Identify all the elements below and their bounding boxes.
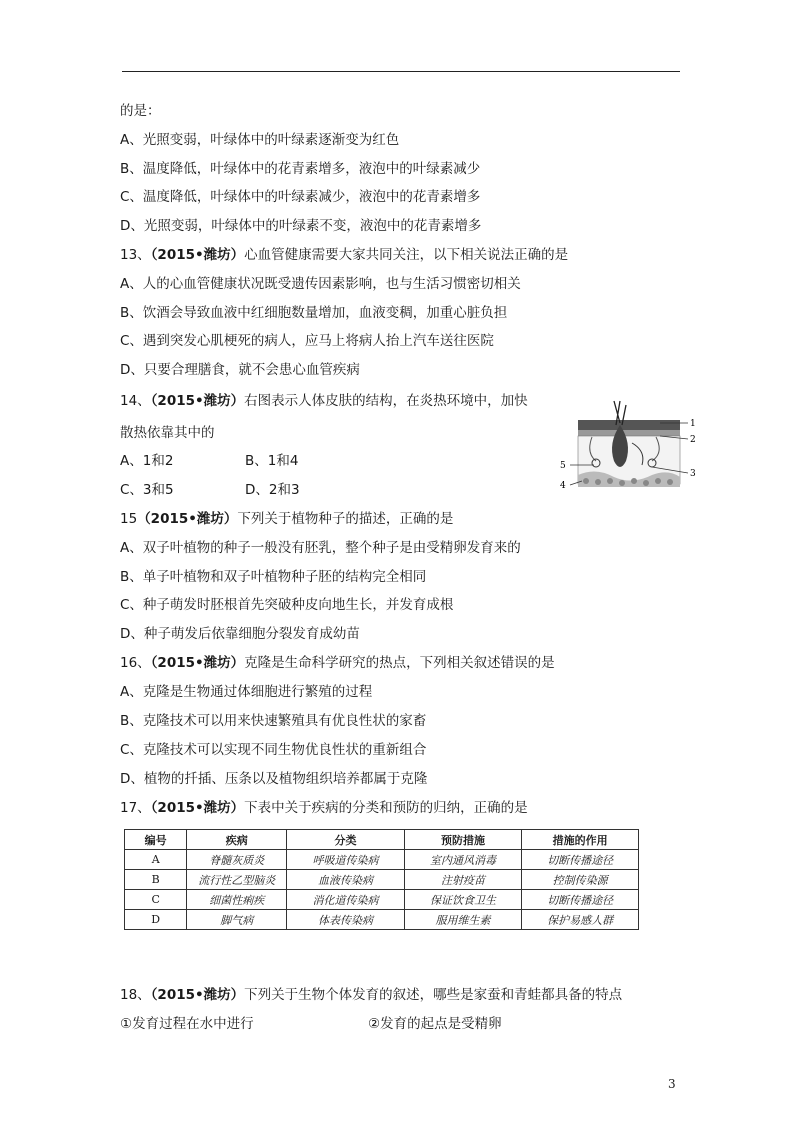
table-header-cell: 措施的作用 bbox=[522, 830, 639, 850]
q14-source: （2015•潍坊） bbox=[150, 393, 245, 409]
table-cell: A bbox=[125, 850, 187, 870]
q14-option-d: D、2和3 bbox=[245, 482, 300, 498]
table-header-cell: 分类 bbox=[287, 830, 405, 850]
table-row bbox=[125, 850, 639, 870]
table-header-cell: 预防措施 bbox=[404, 830, 522, 850]
table-cell: 呼吸道传染病 bbox=[287, 850, 405, 870]
table-cell: 服用维生素 bbox=[404, 910, 522, 930]
table-cell: 细菌性痢疾 bbox=[187, 890, 287, 910]
table-cell: 室内通风消毒 bbox=[404, 850, 522, 870]
table-cell: 血液传染病 bbox=[287, 870, 405, 890]
table-cell: 切断传播途径 bbox=[522, 850, 639, 870]
table-header-cell: 疾病 bbox=[187, 830, 287, 850]
q15-option-c: C、种子萌发时胚根首先突破种皮向地生长，并发育成根 bbox=[120, 597, 454, 613]
q13-stem: 13、（2015•潍坊）心血管健康需要大家共同关注，以下相关说法正确的是 bbox=[120, 247, 569, 263]
table-cell: 保证饮食卫生 bbox=[404, 890, 522, 910]
table-cell: 脊髓灰质炎 bbox=[187, 850, 287, 870]
figure-label-3: 3 bbox=[690, 469, 696, 479]
q12-option-c: C、温度降低，叶绿体中的叶绿素减少，液泡中的花青素增多 bbox=[120, 189, 481, 205]
q17-source: （2015•潍坊） bbox=[150, 800, 245, 816]
q13-option-c: C、遇到突发心肌梗死的病人，应马上将病人抬上汽车送往医院 bbox=[120, 333, 494, 349]
q16-option-d: D、植物的扦插、压条以及植物组织培养都属于克隆 bbox=[120, 771, 428, 787]
q15-source: （2015•潍坊） bbox=[137, 511, 238, 527]
q13-option-a: A、人的心血管健康状况既受遗传因素影响，也与生活习惯密切相关 bbox=[120, 276, 521, 292]
table-header-row bbox=[125, 830, 639, 850]
q15-option-d: D、种子萌发后依靠细胞分裂发育成幼苗 bbox=[120, 626, 360, 642]
q14-stem-end: 散热依靠其中的 bbox=[120, 425, 215, 441]
table-cell: D bbox=[125, 910, 187, 930]
table-cell: 脚气病 bbox=[187, 910, 287, 930]
skin-structure-figure bbox=[556, 395, 696, 495]
figure-label-2: 2 bbox=[690, 435, 696, 445]
q18-item-1: ①发育过程在水中进行 bbox=[120, 1016, 254, 1032]
q15-stem: 15（2015•潍坊）下列关于植物种子的描述，正确的是 bbox=[120, 511, 454, 527]
q17-stem: 17、（2015•潍坊）下表中关于疾病的分类和预防的归纳，正确的是 bbox=[120, 800, 528, 816]
q13-source: （2015•潍坊） bbox=[150, 247, 245, 263]
table-cell: B bbox=[125, 870, 187, 890]
q15-option-b: B、单子叶植物和双子叶植物种子胚的结构完全相同 bbox=[120, 569, 427, 585]
header-rule bbox=[122, 71, 680, 72]
q16-option-b: B、克隆技术可以用来快速繁殖具有优良性状的家畜 bbox=[120, 713, 427, 729]
table-cell: 消化道传染病 bbox=[287, 890, 405, 910]
table-cell: 体表传染病 bbox=[287, 910, 405, 930]
q16-stem: 16、（2015•潍坊）克隆是生命科学研究的热点，下列相关叙述错误的是 bbox=[120, 655, 555, 671]
disease-table bbox=[124, 829, 639, 930]
figure-label-1: 1 bbox=[690, 419, 696, 429]
q14-option-b: B、1和4 bbox=[245, 453, 299, 469]
table-cell: 控制传染源 bbox=[522, 870, 639, 890]
figure-label-5: 5 bbox=[560, 461, 566, 471]
q12-stem-end: 的是： bbox=[120, 103, 161, 119]
figure-label-4: 4 bbox=[560, 481, 566, 491]
page-number: 3 bbox=[668, 1077, 676, 1091]
q18-stem: 18、（2015•潍坊）下列关于生物个体发育的叙述，哪些是家蚕和青蛙都具备的特点 bbox=[120, 987, 623, 1003]
q12-option-d: D、光照变弱，叶绿体中的叶绿素不变，液泡中的花青素增多 bbox=[120, 218, 482, 234]
q14-options-ab: A、1和2 bbox=[120, 453, 174, 469]
table-header-cell: 编号 bbox=[125, 830, 187, 850]
q18-item-2: ②发育的起点是受精卵 bbox=[368, 1016, 502, 1032]
table-row bbox=[125, 890, 639, 910]
q14-options-cd: C、3和5 bbox=[120, 482, 174, 498]
q13-option-b: B、饮酒会导致血液中红细胞数量增加，血液变稠，加重心脏负担 bbox=[120, 305, 508, 321]
q14-stem: 14、（2015•潍坊）右图表示人体皮肤的结构，在炎热环境中，加快 bbox=[120, 393, 528, 409]
table-cell: 注射疫苗 bbox=[404, 870, 522, 890]
table-cell: 流行性乙型脑炎 bbox=[187, 870, 287, 890]
table-cell: C bbox=[125, 890, 187, 910]
table-row bbox=[125, 870, 639, 890]
q13-option-d: D、只要合理膳食，就不会患心血管疾病 bbox=[120, 362, 360, 378]
q15-option-a: A、双子叶植物的种子一般没有胚乳，整个种子是由受精卵发育来的 bbox=[120, 540, 521, 556]
q16-option-a: A、克隆是生物通过体细胞进行繁殖的过程 bbox=[120, 684, 373, 700]
table-row bbox=[125, 910, 639, 930]
q12-option-b: B、温度降低，叶绿体中的花青素增多，液泡中的叶绿素减少 bbox=[120, 161, 481, 177]
q12-option-a: A、光照变弱，叶绿体中的叶绿素逐渐变为红色 bbox=[120, 132, 400, 148]
table-cell: 保护易感人群 bbox=[522, 910, 639, 930]
table-cell: 切断传播途径 bbox=[522, 890, 639, 910]
q16-option-c: C、克隆技术可以实现不同生物优良性状的重新组合 bbox=[120, 742, 427, 758]
q18-source: （2015•潍坊） bbox=[150, 987, 245, 1003]
q16-source: （2015•潍坊） bbox=[150, 655, 245, 671]
